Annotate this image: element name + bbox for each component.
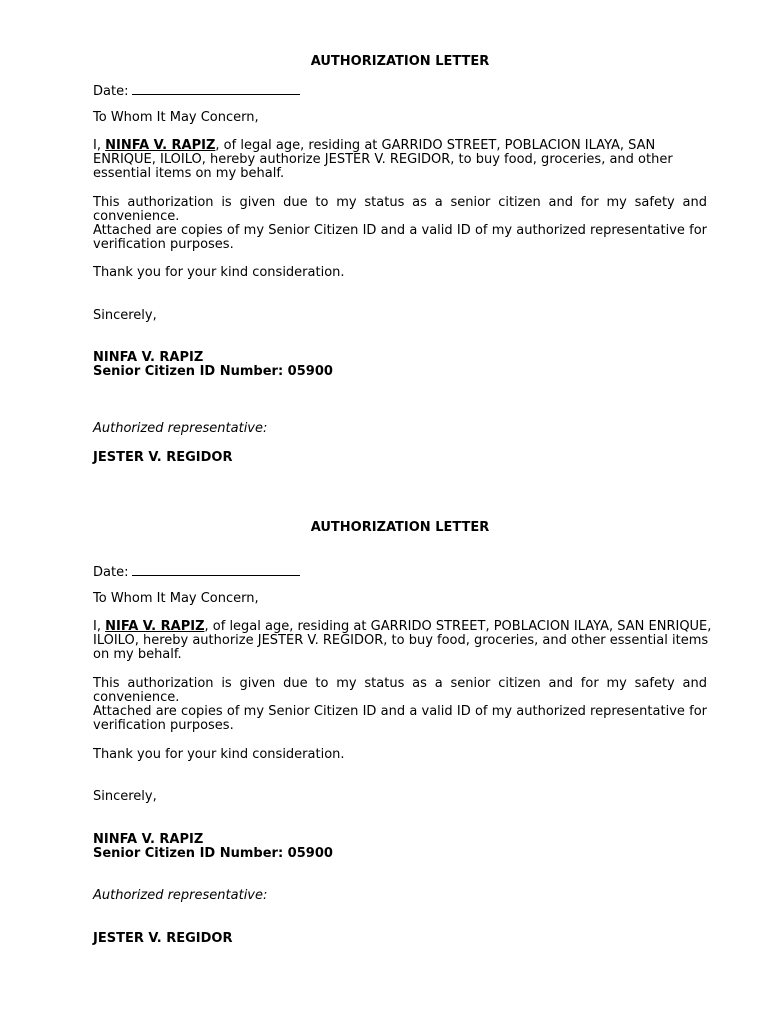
intro-rest: , of legal age, residing at GARRIDO STREET, POBLACION ILAYA, SAN (215, 138, 656, 153)
salutation: To Whom It May Concern, (93, 110, 259, 125)
thanks-line: Thank you for your kind consideration. (93, 265, 345, 280)
attachment-paragraph: Attached are copies of my Senior Citizen ID and a valid ID of my authorized representative for verification purposes. (93, 704, 707, 734)
representative-name: JESTER V. REGIDOR (93, 931, 233, 946)
intro-line-2: ILOILO, hereby authorize JESTER V. REGIDOR, to buy food, groceries, and other essential items (93, 633, 709, 648)
intro-prefix: I, (93, 619, 101, 634)
closing: Sincerely, (93, 308, 157, 323)
intro-prefix: I, (93, 138, 101, 153)
date-line (93, 83, 707, 99)
intro-rest: , of legal age, residing at GARRIDO STREET, POBLACION ILAYA, SAN ENRIQUE, (204, 619, 712, 634)
intro-line-2: ENRIQUE, ILOILO, hereby authorize JESTER V. REGIDOR, to buy food, groceries, and other (93, 152, 673, 167)
signatory-name: NINFA V. RAPIZ (93, 350, 204, 365)
representative-label: Authorized representative: (93, 421, 268, 436)
intro-line-3: essential items on my behalf. (93, 166, 285, 181)
letter-title: AUTHORIZATION LETTER (310, 54, 490, 69)
signatory-id: Senior Citizen ID Number: 05900 (93, 846, 333, 861)
grantor-name: NIFA V. RAPIZ (105, 619, 205, 634)
representative-name: JESTER V. REGIDOR (93, 450, 233, 465)
date-line (93, 564, 707, 580)
attachment-paragraph: Attached are copies of my Senior Citizen ID and a valid ID of my authorized representative for verification purposes. (93, 223, 707, 253)
salutation: To Whom It May Concern, (93, 591, 259, 606)
date-blank (132, 83, 300, 95)
signatory-id: Senior Citizen ID Number: 05900 (93, 364, 333, 379)
date-label: Date: (93, 565, 129, 580)
letter-title: AUTHORIZATION LETTER (310, 520, 490, 535)
reason-paragraph: This authorization is given due to my status as a senior citizen and for my safety and convenience. (93, 676, 707, 706)
grantor-name: NINFA V. RAPIZ (105, 138, 216, 153)
signatory-name: NINFA V. RAPIZ (93, 832, 204, 847)
representative-label: Authorized representative: (93, 888, 268, 903)
reason-paragraph: This authorization is given due to my status as a senior citizen and for my safety and convenience. (93, 195, 707, 225)
date-blank (132, 564, 300, 576)
intro-line-3: on my behalf. (93, 647, 182, 662)
thanks-line: Thank you for your kind consideration. (93, 747, 345, 762)
closing: Sincerely, (93, 789, 157, 804)
date-label: Date: (93, 84, 129, 99)
